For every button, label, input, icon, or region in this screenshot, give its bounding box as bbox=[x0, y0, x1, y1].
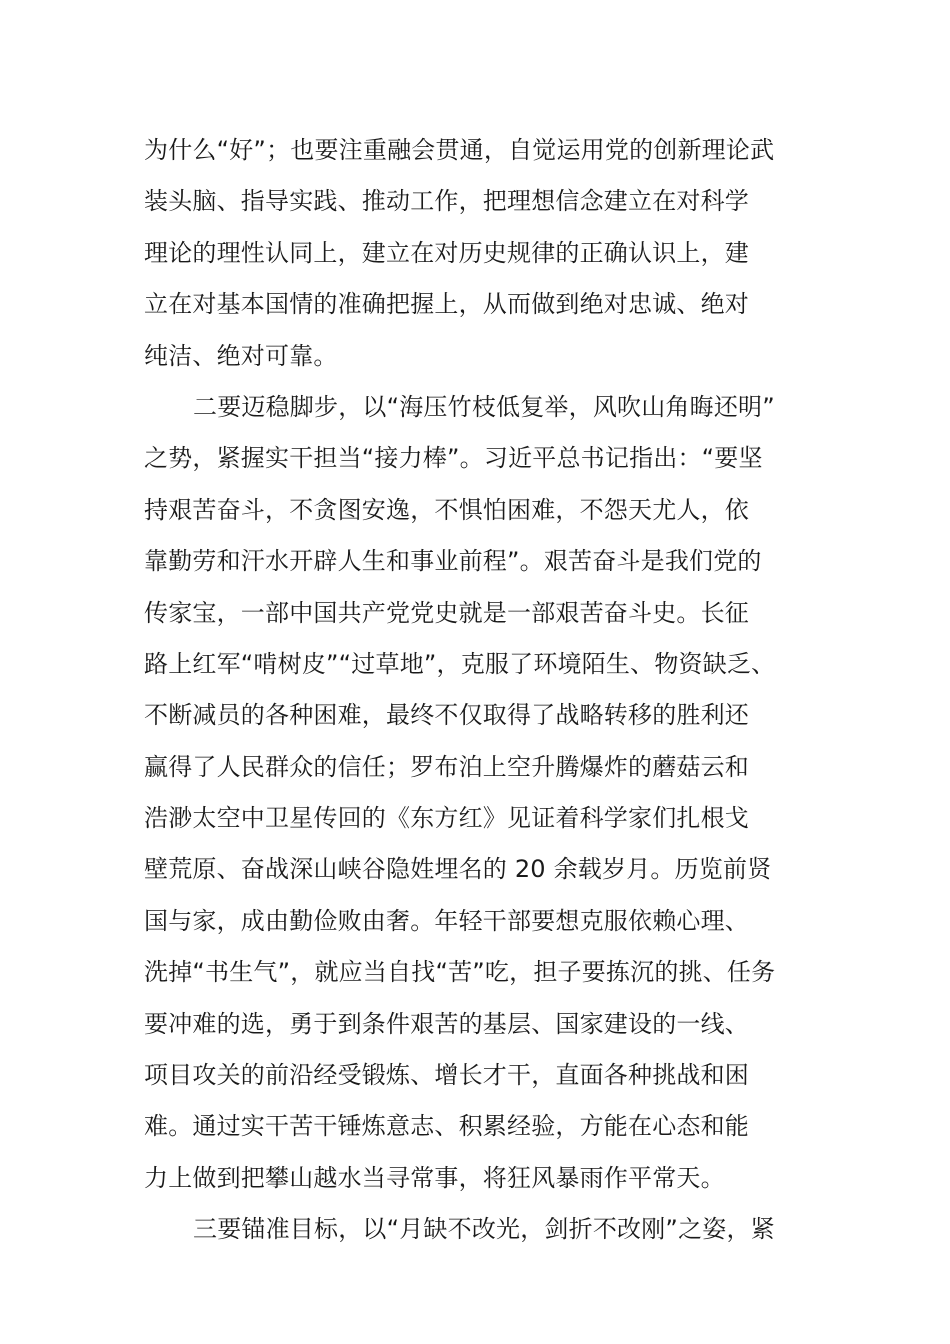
paragraph-2-line-8: 赢得了人民群众的信任；罗布泊上空升腾爆炸的蘑菇云和 bbox=[144, 752, 749, 781]
paragraph-2-line-7: 不断减员的各种困难，最终不仅取得了战略转移的胜利还 bbox=[144, 701, 749, 730]
paragraph-2-line-13: 要冲难的选，勇于到条件艰苦的基层、国家建设的一线、 bbox=[144, 1009, 749, 1038]
paragraph-2-line-9: 浩渺太空中卫星传回的《东方红》见证着科学家们扎根戈 bbox=[144, 804, 749, 833]
paragraph-2-line-1: 二要迈稳脚步，以“海压竹枝低复举，风吹山角晦还明” bbox=[193, 392, 775, 421]
paragraph-1-line-5: 纯洁、绝对可靠。 bbox=[144, 341, 338, 370]
paragraph-2-line-6: 路上红军“啃树皮”“过草地”，克服了环境陌生、物资缺乏、 bbox=[144, 649, 776, 678]
paragraph-2-line-15: 难。通过实干苦干锤炼意志、积累经验，方能在心态和能 bbox=[144, 1112, 749, 1141]
paragraph-2-line-10: 壁荒原、奋战深山峡谷隐姓埋名的 20 余载岁月。历览前贤 bbox=[144, 855, 772, 884]
paragraph-1-line-2: 装头脑、指导实践、推动工作，把理想信念建立在对科学 bbox=[144, 187, 749, 216]
paragraph-2-line-3: 持艰苦奋斗，不贪图安逸，不惧怕困难，不怨天尤人，依 bbox=[144, 495, 749, 524]
paragraph-2-line-14: 项目攻关的前沿经受锻炼、增长才干，直面各种挑战和困 bbox=[144, 1061, 749, 1090]
paragraph-3-line-1: 三要锚准目标，以“月缺不改光，剑折不改刚”之姿，紧 bbox=[193, 1215, 775, 1244]
paragraph-2-line-12: 洗掉“书生气”，就应当自找“苦”吃，担子要拣沉的挑、任务 bbox=[144, 958, 776, 987]
body-text bbox=[144, 125, 808, 1256]
paragraph-2-line-2: 之势，紧握实干担当“接力棒”。习近平总书记指出：“要坚 bbox=[144, 444, 763, 473]
paragraph-1-line-3: 理论的理性认同上，建立在对历史规律的正确认识上，建 bbox=[144, 238, 749, 267]
paragraph-2-line-4: 靠勤劳和汗水开辟人生和事业前程”。艰苦奋斗是我们党的 bbox=[144, 547, 762, 576]
paragraph-2-line-16: 力上做到把攀山越水当寻常事，将狂风暴雨作平常天。 bbox=[144, 1163, 725, 1192]
paragraph-2-line-11: 国与家，成由勤俭败由奢。年轻干部要想克服依赖心理、 bbox=[144, 906, 749, 935]
paragraph-1-line-1: 为什么“好”；也要注重融会贯通，自觉运用党的创新理论武 bbox=[144, 136, 775, 164]
paragraph-1-line-4: 立在对基本国情的准确把握上，从而做到绝对忠诚、绝对 bbox=[144, 290, 749, 319]
paragraph-2-line-5: 传家宝，一部中国共产党党史就是一部艰苦奋斗史。长征 bbox=[144, 598, 749, 627]
